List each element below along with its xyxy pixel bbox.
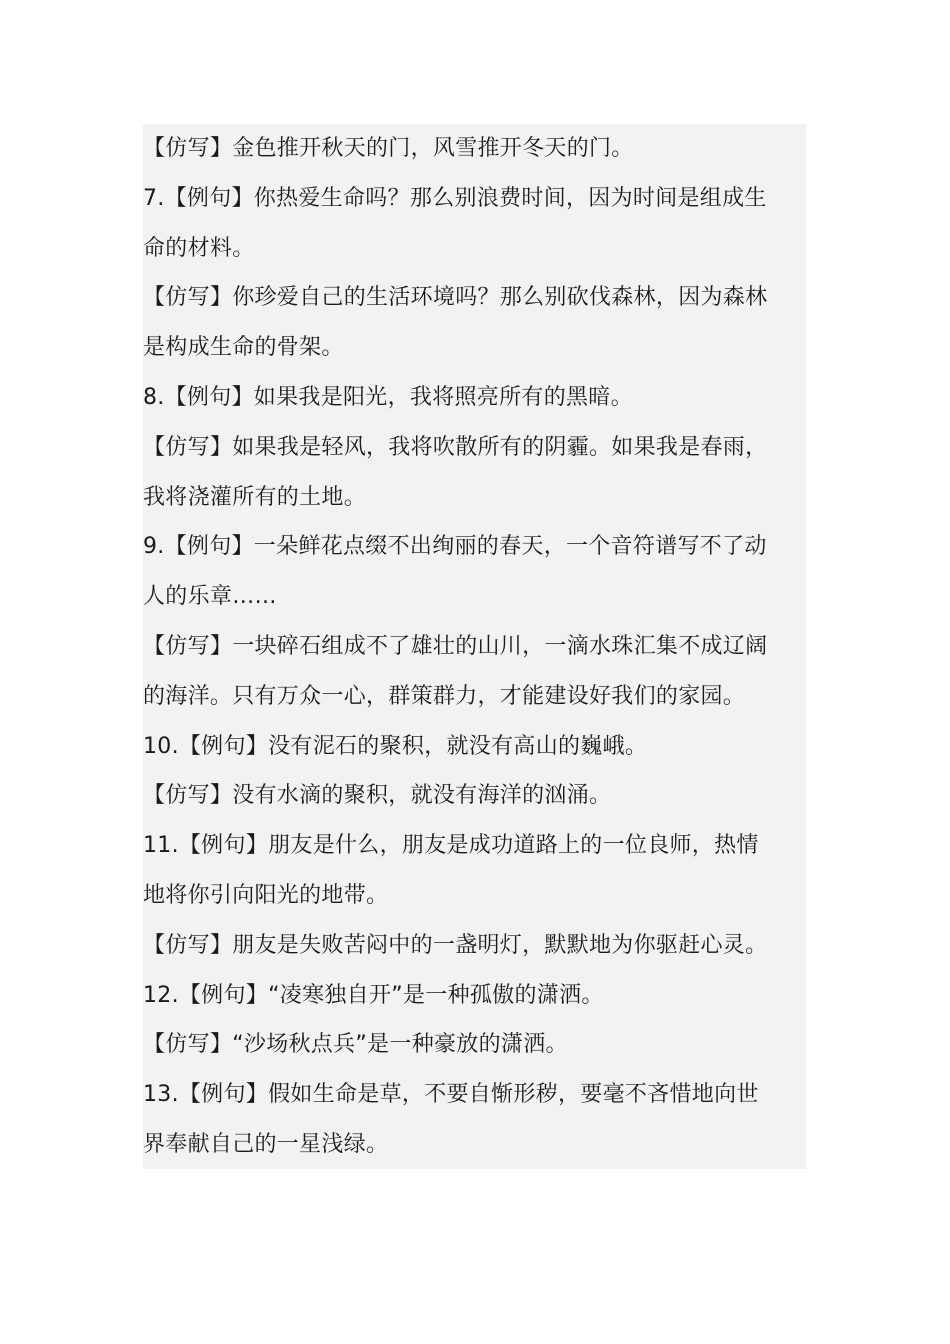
text-line: 人的乐章…… <box>143 584 277 610</box>
text-line: 命的材料。 <box>143 235 255 261</box>
text-line: 【仿写】没有水滴的聚积，就没有海洋的汹涌。 <box>143 783 612 809</box>
text-line: 【仿写】朋友是失败苦闷中的一盏明灯，默默地为你驱赶心灵。 <box>143 932 768 958</box>
text-line: 7.【例句】你热爱生命吗？那么别浪费时间，因为时间是组成生 <box>143 185 767 211</box>
text-line: 地将你引向阳光的地带。 <box>143 882 389 908</box>
text-line: 8.【例句】如果我是阳光，我将照亮所有的黑暗。 <box>143 384 633 410</box>
text-line: 【仿写】金色推开秋天的门，风雪推开冬天的门。 <box>143 136 634 161</box>
text-line: 13.【例句】假如生命是草，不要自惭形秽，要毫不吝惜地向世 <box>143 1082 759 1108</box>
text-line: 10.【例句】没有泥石的聚积，就没有高山的巍峨。 <box>143 733 648 759</box>
text-line: 的海洋。只有万众一心，群策群力，才能建设好我们的家园。 <box>143 683 746 709</box>
document-text-block <box>143 124 806 1169</box>
text-line: 9.【例句】一朵鲜花点缀不出绚丽的春天，一个音符谱写不了动 <box>143 534 767 560</box>
text-line: 【仿写】“沙场秋点兵”是一种豪放的潇洒。 <box>143 1032 568 1058</box>
text-line: 【仿写】一块碎石组成不了雄壮的山川，一滴水珠汇集不成辽阔 <box>143 633 768 659</box>
text-line: 界奉献自己的一星浅绿。 <box>143 1131 389 1157</box>
text-line: 【仿写】你珍爱自己的生活环境吗？那么别砍伐森林，因为森林 <box>143 285 768 311</box>
text-line: 【仿写】如果我是轻风，我将吹散所有的阴霾。如果我是春雨， <box>143 434 768 460</box>
text-line: 是构成生命的骨架。 <box>143 335 344 361</box>
text-line: 我将浇灌所有的土地。 <box>143 484 367 510</box>
text-line: 12.【例句】“凌寒独自开”是一种孤傲的潇洒。 <box>143 982 604 1008</box>
text-line: 11.【例句】朋友是什么，朋友是成功道路上的一位良师，热情 <box>143 833 759 859</box>
